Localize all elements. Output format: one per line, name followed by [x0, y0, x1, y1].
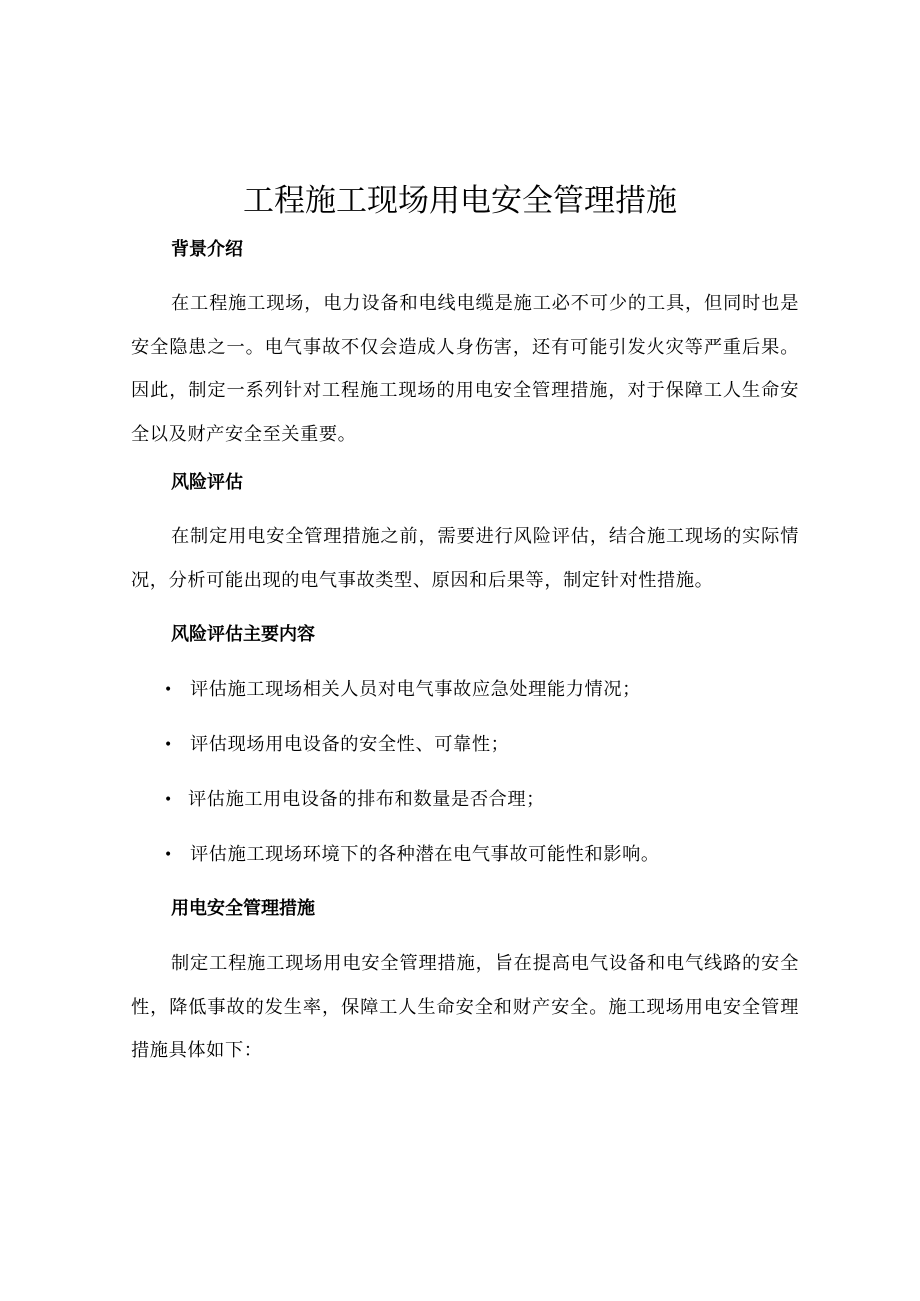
list-item — [164, 675, 641, 705]
bullet-icon: • — [164, 847, 173, 863]
bullet-icon: • — [164, 792, 173, 808]
list-item-text: 评估施工现场相关人员对电气事故应急处理能力情况； — [190, 679, 641, 700]
section-paragraph-electrical-safety-measures: 制定工程施工现场用电安全管理措施，旨在提高电气设备和电气线路的安全性，降低事故的发生率，保障工人生命安全和财产安全。施工现场用电安全管理措施具体如下： — [131, 953, 799, 1061]
section-heading-electrical-safety-measures: 用电安全管理措施 — [171, 898, 315, 919]
list-item-text: 评估施工现场环境下的各种潜在电气事故可能性和影响。 — [190, 844, 660, 865]
list-item-text: 评估现场用电设备的安全性、可靠性； — [190, 734, 510, 755]
list-item-text: 评估施工用电设备的排布和数量是否合理； — [188, 789, 545, 810]
section-paragraph-background: 在工程施工现场，电力设备和电线电缆是施工必不可少的工具，但同时也是安全隐患之一。电气事故不仅会造成人身伤害，还有可能引发火灾等严重后果。因此，制定一系列针对工程施工现场的用电安全管理措施，对于保障工人生命安全以及财产安全至关重要。 — [131, 293, 799, 445]
list-item — [164, 840, 660, 870]
section-heading-background: 背景介绍 — [171, 239, 243, 260]
document-title: 工程施工现场用电安全管理措施 — [243, 183, 677, 219]
bullet-icon: • — [164, 737, 173, 753]
list-item — [164, 785, 545, 815]
bullet-icon: • — [164, 682, 173, 698]
section-heading-risk-assessment: 风险评估 — [171, 472, 243, 493]
section-paragraph-risk-assessment: 在制定用电安全管理措施之前，需要进行风险评估，结合施工现场的实际情况，分析可能出现的电气事故类型、原因和后果等，制定针对性措施。 — [131, 526, 799, 591]
list-item — [164, 730, 509, 760]
section-heading-risk-assessment-content: 风险评估主要内容 — [171, 624, 315, 645]
